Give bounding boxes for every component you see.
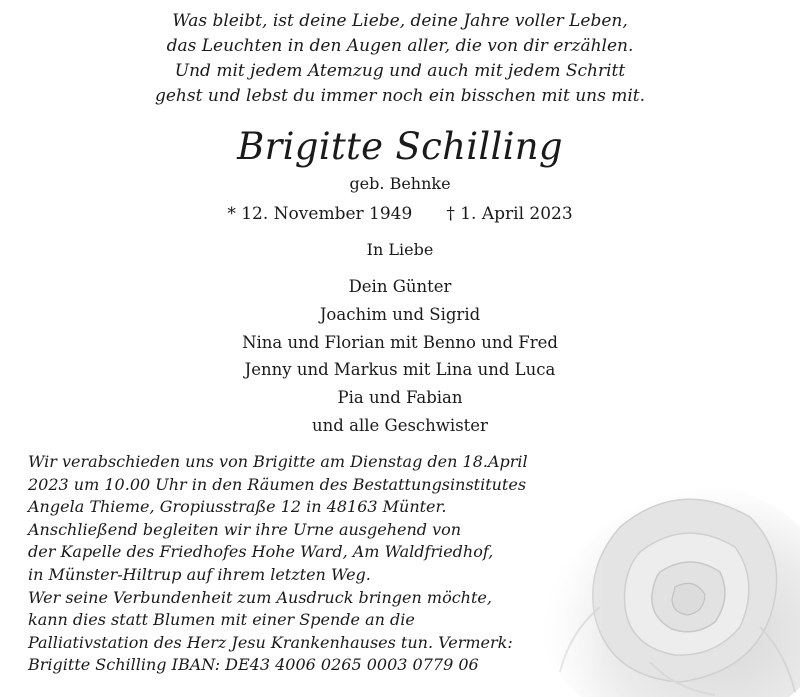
info-line: Wer seine Verbundenheit zum Ausdruck bringen möchte,	[28, 587, 492, 607]
birth-date: * 12. November 1949	[227, 204, 413, 224]
mourner-line: und alle Geschwister	[312, 415, 488, 435]
mourner-line: Pia und Fabian	[337, 388, 463, 408]
poem	[0, 9, 800, 109]
poem-line: das Leuchten in den Augen aller, die von dir erzählen.	[166, 36, 634, 56]
mourner-line: Nina und Florian mit Benno und Fred	[242, 332, 558, 352]
info-line: Brigitte Schilling IBAN: DE43 4006 0265 0003 0779 06	[28, 655, 479, 675]
death-date: † 1. April 2023	[446, 204, 573, 224]
mourner-line: Joachim und Sigrid	[319, 304, 481, 324]
life-dates	[0, 201, 800, 227]
poem-line: Was bleibt, ist deine Liebe, deine Jahre voller Leben,	[172, 11, 628, 31]
info-line: Anschließend begleiten wir ihre Urne ausgehend von	[28, 519, 462, 539]
burial-paragraph	[28, 519, 588, 587]
poem-line: gehst und lebst du immer noch ein bisschen mit uns mit.	[154, 86, 646, 106]
poem-line: Und mit jedem Atemzug und auch mit jedem Schritt	[174, 61, 626, 81]
funeral-information	[28, 451, 588, 677]
info-line: 2023 um 10.00 Uhr in den Räumen des Bestattungsinstitutes	[28, 474, 527, 494]
birth-name: geb. Behnke	[349, 174, 451, 193]
deceased-name: Brigitte Schilling	[237, 125, 563, 168]
info-line: in Münster-Hiltrup auf ihrem letzten Weg.	[28, 564, 371, 584]
info-line: Wir verabschieden uns von Brigitte am Dienstag den 18.April	[28, 452, 528, 471]
info-line: Palliativstation des Herz Jesu Krankenhauses tun. Vermerk:	[28, 632, 513, 652]
info-line: der Kapelle des Friedhofes Hohe Ward, Am Waldfriedhof,	[28, 542, 494, 562]
donation-paragraph	[28, 587, 588, 677]
mourners-list	[0, 273, 800, 440]
farewell-paragraph	[28, 451, 588, 519]
info-line: kann dies statt Blumen mit einer Spende an die	[28, 610, 415, 630]
mourner-line: Dein Günter	[348, 277, 452, 296]
in-love-label: In Liebe	[366, 240, 434, 259]
mourner-line: Jenny und Markus mit Lina und Luca	[244, 360, 556, 380]
info-line: Angela Thieme, Gropiusstraße 12 in 48163 Münter.	[28, 497, 447, 517]
